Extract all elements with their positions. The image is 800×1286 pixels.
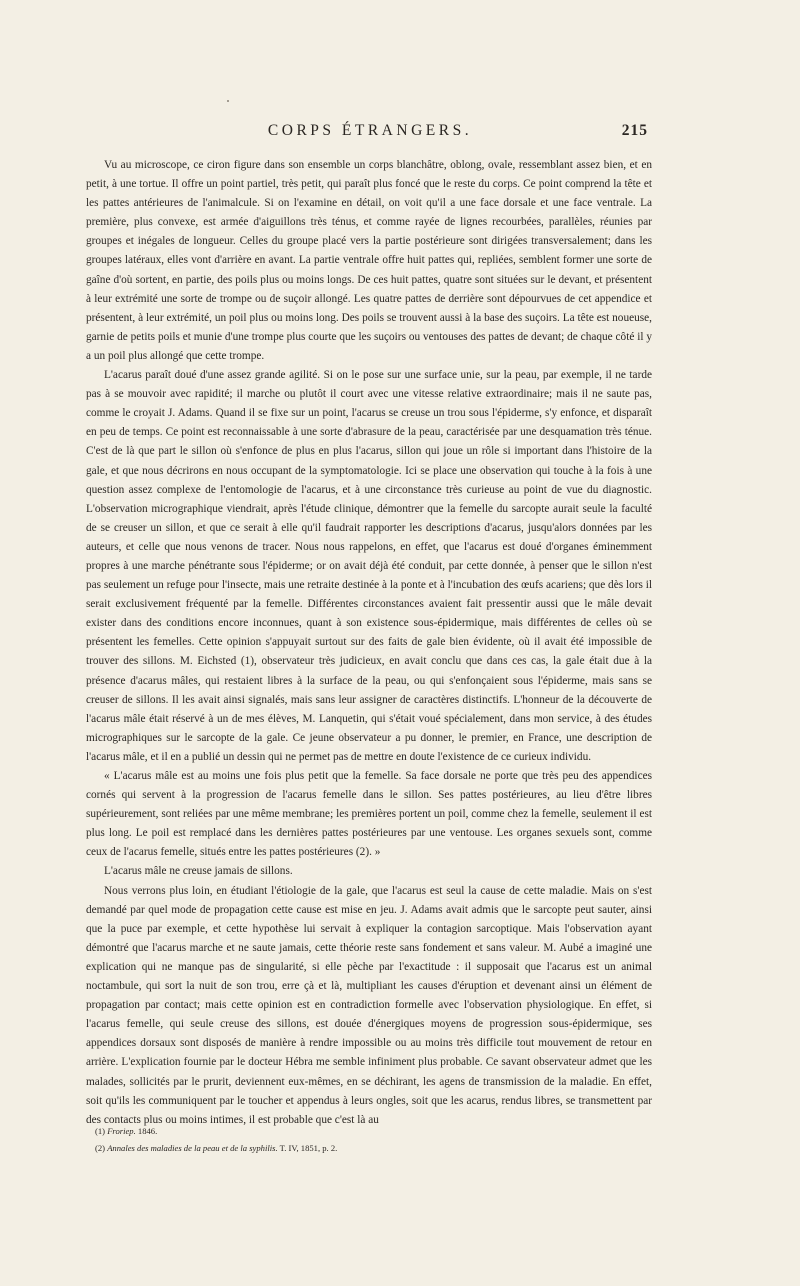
paragraph: L'acarus mâle ne creuse jamais de sillons. bbox=[104, 865, 293, 878]
footnote-source: Annales des maladies de la peau et de la syphilis. bbox=[107, 1143, 278, 1153]
main-text bbox=[86, 156, 652, 1130]
footnote-mark: (2) bbox=[95, 1143, 106, 1153]
footnote-source: Froriep. bbox=[107, 1126, 136, 1136]
paragraph: « L'acarus mâle est au moins une fois plus petit que la femelle. Sa face dorsale ne porte que très peu des appendices cornés qui servent à la progression de l'acarus femelle dans le sillon. Ses pattes postérieures, au lieu d'être libres supérieurement, sont reliées par une même membrane; les premières portent un poil, comme chez la femelle, seulement il est plus long. Le poil est remplacé dans les dernières pattes postérieures par une ventouse. Les organes sexuels sont, comme ceux de l'acarus femelle, situés entre les pattes postérieures (2). » bbox=[86, 770, 652, 859]
page-number: 215 bbox=[621, 122, 648, 139]
footnote-detail: 1846. bbox=[135, 1126, 158, 1136]
footnote-mark: (1) bbox=[95, 1126, 106, 1136]
paragraph: Vu au microscope, ce ciron figure dans son ensemble un corps blanchâtre, oblong, ovale, ressemblant assez bien, et en petit, à une tortue. Il offre un point partiel, très petit, qui paraît plus foncé que le reste du corps. Ce point comprend la tête et les pattes antérieures de l'animalcule. Si on l'examine en détail, on voit qu'il a une face dorsale et une face ventrale. La première, plus convexe, est armée d'aiguillons très ténus, et comme rayée de lignes recourbées, parallèles, réunies par groupes et inégales de longueur. Celles du groupe placé vers la partie postérieure sont dirigées transversalement; dans les groupes latéraux, elles vont d'arrière en avant. La partie ventrale offre huit pattes qui, repliées, semblent former une sorte de gaîne d'où sortent, en partie, des poils plus ou moins longs. De ces huit pattes, quatre sont situées sur le devant, et présentent à leur extrémité une sorte de trompe ou de suçoir allongé. Les quatre pattes de derrière sont dépourvues de cet appendice et présentent, à leur extrémité, un poil plus ou moins long. Des poils se trouvent aussi à la base des suçoirs. La tête est noueuse, garnie de petits poils et munie d'une trompe plus courte que les suçoirs ou ventouses des pattes de devant; de chaque côté il y a un poil plus allongé que cette trompe. bbox=[86, 159, 652, 362]
running-head: CORPS ÉTRANGERS. bbox=[267, 122, 473, 139]
footnotes bbox=[95, 1123, 655, 1157]
paper-speck bbox=[227, 100, 229, 102]
footnote bbox=[95, 1123, 655, 1140]
footnote bbox=[95, 1140, 655, 1157]
footnote-detail: T. IV, 1851, p. 2. bbox=[277, 1143, 338, 1153]
paragraph: Nous verrons plus loin, en étudiant l'étiologie de la gale, que l'acarus est seul la cause de cette maladie. Mais on s'est demandé par quel mode de propagation cette cause est mise en jeu. J. Adams avait admis que le sarcopte peut sauter, ainsi que la puce par exemple, et cette hypothèse lui servait à expliquer la contagion sarcoptique. Mais l'observation ayant démontré que l'acarus marche et ne saute jamais, cette théorie reste sans fondement et sans valeur. M. Aubé a imaginé une explication qui ne manque pas de singularité, si elle pèche par l'exactitude : il supposait que l'acarus est un animal noctambule, qui sort la nuit de son trou, erre çà et là, multipliant les causes d'éruption et devenant ainsi un élément de propagation par contact; mais cette opinion est en contradiction formelle avec l'observation physiologique. En effet, si l'acarus femelle, qui seule creuse des sillons, est douée d'énergiques moyens de progression sous-épidermique, ses appendices dorsaux sont disposés de manière à rendre impossible ou au moins très difficile tout mouvement de retour en arrière. L'explication fournie par le docteur Hébra me semble infiniment plus probable. Ce savant observateur admet que les malades, sollicités par le prurit, deviennent eux-mêmes, en se déchirant, les agens de transmission de la maladie. En effet, soit qu'ils les communiquent par le toucher et appendus à leurs ongles, soit que les acarus, rendus libres, se transmettent par des contacts plus ou moins intimes, il est probable que c'est là au bbox=[86, 884, 652, 1126]
page-header bbox=[0, 122, 800, 146]
paragraph: L'acarus paraît doué d'une assez grande agilité. Si on le pose sur une surface unie, sur la peau, par exemple, il ne tarde pas à se mouvoir avec rapidité; il marche ou plutôt il court avec une vitesse relative extraordinaire; mais il ne saute pas, comme le croyait J. Adams. Quand il se fixe sur un point, l'acarus se creuse un trou sous l'épiderme, s'y enfonce, et disparaît en peu de temps. Ce point est reconnaissable à une sorte d'abrasure de la peau, caractérisée par une desquamation très ténue. C'est de là que part le sillon où s'enfonce de plus en plus l'acarus, sillon qui joue un rôle si important dans l'histoire de la gale, et que nous décrirons en nous occupant de la symptomatologie. Ici se place une observation qui touche à la fois à une question assez complexe de l'entomologie de l'acarus, et à une circonstance très curieuse au point de vue du diagnostic. L'observation micrographique viendrait, après l'étude clinique, démontrer que la femelle du sarcopte aurait seule la faculté de se creuser un sillon, et que ce serait à elle qu'il faudrait rapporter les descriptions d'acarus, jusqu'alors données par les auteurs, et celle que nous venons de tracer. Nous nous rappelons, en effet, que l'acarus est doué d'organes éminemment propres à une marche pénétrante sous l'épiderme; or on avait déjà été conduit, par cette donnée, à penser que le sillon n'est pas seulement un refuge pour l'insecte, mais une retraite destinée à la ponte et à l'incubation des œufs acariens; que dès lors il serait exclusivement fréquenté par la femelle. Différentes circonstances avaient fait pressentir aussi que le mâle devait exister dans des conditions encore inconnues, quant à son existence sous-épidermique, mais différentes de celles où se présentent les femelles. Cette opinion s'appuyait surtout sur des faits de gale bien évidente, où il avait été impossible de trouver des sillons. M. Eichsted (1), observateur très judicieux, en avait conclu que dans ces cas, la gale était due à la présence d'acarus mâles, qui restaient libres à la surface de la peau, ou qui s'enfonçaient sous l'épiderme, mais sans se creuser de sillons. Il les avait ainsi signalés, mais sans leur assigner de caractères distinctifs. L'honneur de la découverte de l'acarus mâle était réservé à un de mes élèves, M. Lanquetin, qui s'était voué spécialement, dans mon service, à des études micrographiques sur le sarcopte de la gale. Ce jeune observateur a pu donner, le premier, en France, une description de l'acarus mâle, et il en a publié un dessin qui ne permet pas de mettre en doute l'existence de ce curieux individu. bbox=[86, 369, 652, 763]
